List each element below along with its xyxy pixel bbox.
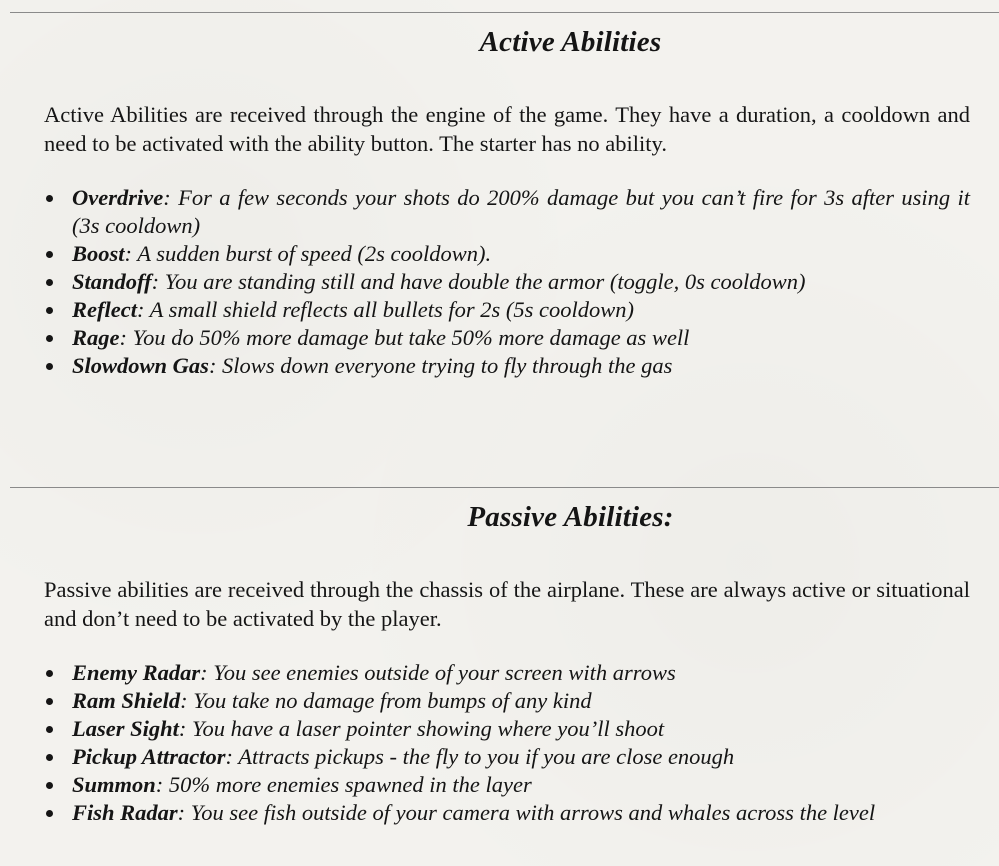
ability-name: Rage [72,325,120,350]
ability-name: Boost [72,241,125,266]
ability-name: Laser Sight [72,716,179,741]
ability-description: : Slows down everyone trying to fly through the gas [208,353,673,378]
ability-description: : Attracts pickups - the fly to you if you are close enough [225,744,735,769]
list-item [44,659,970,687]
ability-name: Slowdown Gas [72,353,209,378]
bullet-icon [46,279,53,286]
ability-description: : A small shield reflects all bullets for 2s (5s cooldown) [136,297,635,322]
bullet-icon [46,670,53,677]
list-item [44,324,970,352]
bullet-icon [46,810,53,817]
ability-name: Enemy Radar [72,660,201,685]
ability-name: Ram Shield [72,688,181,713]
active-abilities-intro: Active Abilities are received through the engine of the game. They have a duration, a cooldown and need to be activated with the ability button. The starter has no ability. [44,102,970,156]
section-divider-middle [10,487,999,488]
section-divider-top [10,12,999,13]
bullet-icon [46,335,53,342]
bullet-icon [46,363,53,370]
passive-abilities-list [44,659,970,827]
bullet-icon [46,782,53,789]
list-item [44,240,970,268]
list-item [44,799,970,827]
ability-description: : 50% more enemies spawned in the layer [155,772,532,797]
list-item [44,352,970,380]
bullet-icon [46,251,53,258]
bullet-icon [46,698,53,705]
ability-name: Standoff [72,269,152,294]
bullet-icon [46,726,53,733]
ability-name: Reflect [72,297,137,322]
ability-description: : You take no damage from bumps of any kind [180,688,592,713]
bullet-icon [46,195,53,202]
ability-name: Fish Radar [72,800,178,825]
list-item [44,715,970,743]
ability-description: : You are standing still and have double the armor (toggle, 0s cooldown) [151,269,806,294]
bullet-icon [46,754,53,761]
list-item [44,184,970,240]
passive-abilities-heading: Passive Abilities: [467,501,674,533]
ability-description: : You do 50% more damage but take 50% more damage as well [119,325,690,350]
passive-abilities-intro: Passive abilities are received through the chassis of the airplane. These are always active or situational and don’t need to be activated by the player. [44,577,970,631]
active-abilities-heading: Active Abilities [479,26,662,58]
list-item [44,743,970,771]
ability-description: : You see fish outside of your camera with arrows and whales across the level [177,800,876,825]
bullet-icon [46,307,53,314]
passive-abilities-section [44,497,970,827]
ability-description: : You have a laser pointer showing where you’ll shoot [178,716,665,741]
ability-description: : You see enemies outside of your screen with arrows [200,660,676,685]
active-abilities-list [44,184,970,380]
ability-name: Overdrive [72,185,164,210]
list-item [44,296,970,324]
ability-description: : For a few seconds your shots do 200% damage but you can’t fire for 3s after using it (3s cooldown) [72,185,970,238]
ability-description: : A sudden burst of speed (2s cooldown). [124,241,492,266]
list-item [44,687,970,715]
list-item [44,771,970,799]
active-abilities-section [44,22,970,380]
ability-name: Pickup Attractor [72,744,226,769]
ability-name: Summon [72,772,156,797]
list-item [44,268,970,296]
